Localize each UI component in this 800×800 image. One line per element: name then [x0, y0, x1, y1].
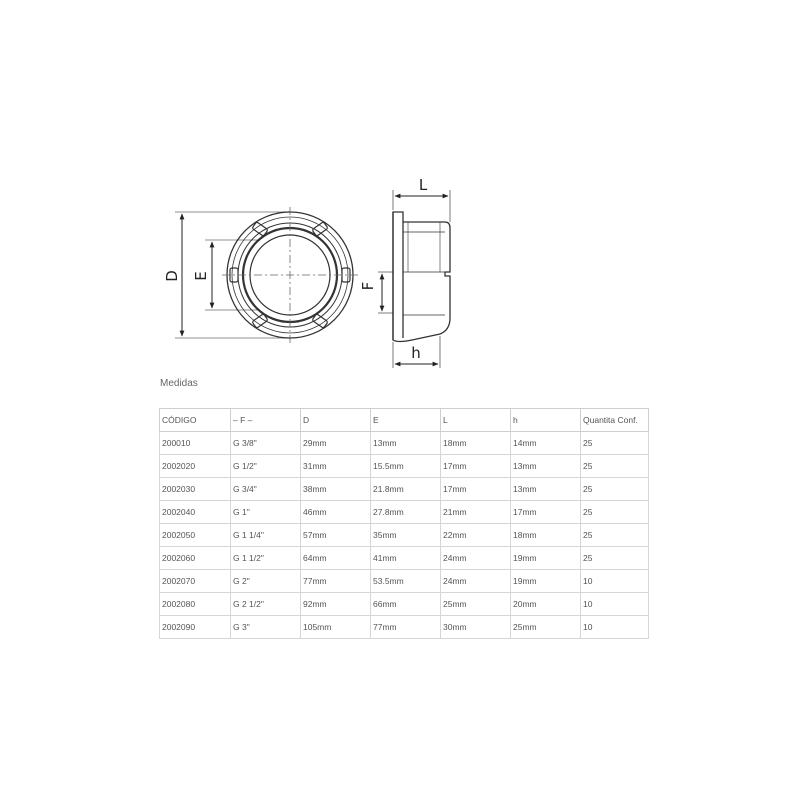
cell-quantita: 10: [581, 570, 649, 593]
dimension-l: [393, 190, 450, 222]
label-h: h: [411, 344, 421, 362]
cell-l: 18mm: [441, 432, 511, 455]
cell-codigo: 2002060: [160, 547, 231, 570]
cell-l: 25mm: [441, 593, 511, 616]
label-l: L: [418, 176, 428, 194]
header-f: – F –: [231, 409, 301, 432]
cell-e: 15.5mm: [371, 455, 441, 478]
label-f: F: [359, 281, 377, 291]
table-row: [160, 432, 649, 455]
cell-d: 46mm: [301, 501, 371, 524]
cell-quantita: 10: [581, 616, 649, 639]
label-e: E: [192, 271, 210, 281]
cell-h: 13mm: [511, 455, 581, 478]
cell-codigo: 2002020: [160, 455, 231, 478]
cell-quantita: 25: [581, 524, 649, 547]
cell-f: G 2": [231, 570, 301, 593]
front-view: [222, 207, 358, 343]
cell-l: 21mm: [441, 501, 511, 524]
cell-l: 24mm: [441, 570, 511, 593]
cell-f: G 2 1/2": [231, 593, 301, 616]
header-codigo: CÓDIGO: [160, 409, 231, 432]
cell-l: 17mm: [441, 455, 511, 478]
cell-d: 29mm: [301, 432, 371, 455]
section-title: Medidas: [160, 378, 198, 389]
label-d: D: [163, 270, 181, 282]
cell-e: 35mm: [371, 524, 441, 547]
cell-h: 14mm: [511, 432, 581, 455]
table-row: [160, 524, 649, 547]
cell-h: 17mm: [511, 501, 581, 524]
table-row: [160, 455, 649, 478]
cell-d: 64mm: [301, 547, 371, 570]
cell-d: 92mm: [301, 593, 371, 616]
cell-codigo: 200010: [160, 432, 231, 455]
cell-quantita: 25: [581, 501, 649, 524]
dimension-f: [378, 272, 393, 313]
header-quantita: Quantita Conf.: [581, 409, 649, 432]
fitting-diagram: [150, 165, 480, 380]
cell-quantita: 10: [581, 593, 649, 616]
cell-d: 31mm: [301, 455, 371, 478]
table-row: [160, 547, 649, 570]
cell-e: 66mm: [371, 593, 441, 616]
cell-d: 57mm: [301, 524, 371, 547]
measurements-table-container: [159, 408, 648, 632]
cell-f: G 3/8": [231, 432, 301, 455]
cell-quantita: 25: [581, 432, 649, 455]
cell-l: 17mm: [441, 478, 511, 501]
table-header-row: [160, 409, 649, 432]
header-d: D: [301, 409, 371, 432]
cell-h: 18mm: [511, 524, 581, 547]
technical-drawing: [150, 165, 480, 380]
cell-f: G 3": [231, 616, 301, 639]
cell-h: 13mm: [511, 478, 581, 501]
cell-f: G 1 1/4": [231, 524, 301, 547]
side-view: [393, 212, 450, 342]
cell-codigo: 2002040: [160, 501, 231, 524]
cell-h: 25mm: [511, 616, 581, 639]
cell-l: 22mm: [441, 524, 511, 547]
cell-codigo: 2002050: [160, 524, 231, 547]
cell-e: 41mm: [371, 547, 441, 570]
header-l: L: [441, 409, 511, 432]
measurements-table: [159, 408, 649, 639]
cell-h: 19mm: [511, 547, 581, 570]
cell-e: 53.5mm: [371, 570, 441, 593]
cell-f: G 1 1/2": [231, 547, 301, 570]
cell-quantita: 25: [581, 547, 649, 570]
cell-codigo: 2002080: [160, 593, 231, 616]
cell-d: 38mm: [301, 478, 371, 501]
cell-quantita: 25: [581, 455, 649, 478]
centre-lines: [222, 207, 358, 343]
cell-e: 27.8mm: [371, 501, 441, 524]
cell-d: 105mm: [301, 616, 371, 639]
cell-h: 19mm: [511, 570, 581, 593]
header-e: E: [371, 409, 441, 432]
cell-e: 21.8mm: [371, 478, 441, 501]
cell-f: G 1/2": [231, 455, 301, 478]
cell-l: 24mm: [441, 547, 511, 570]
cell-l: 30mm: [441, 616, 511, 639]
cell-codigo: 2002030: [160, 478, 231, 501]
table-row: [160, 478, 649, 501]
cell-quantita: 25: [581, 478, 649, 501]
table-body: [160, 432, 649, 639]
table-row: [160, 593, 649, 616]
cell-f: G 3/4": [231, 478, 301, 501]
table-row: [160, 616, 649, 639]
cell-e: 77mm: [371, 616, 441, 639]
table-row: [160, 501, 649, 524]
table-row: [160, 570, 649, 593]
cell-h: 20mm: [511, 593, 581, 616]
cell-f: G 1": [231, 501, 301, 524]
cell-d: 77mm: [301, 570, 371, 593]
cell-codigo: 2002070: [160, 570, 231, 593]
cell-e: 13mm: [371, 432, 441, 455]
header-h: h: [511, 409, 581, 432]
cell-codigo: 2002090: [160, 616, 231, 639]
